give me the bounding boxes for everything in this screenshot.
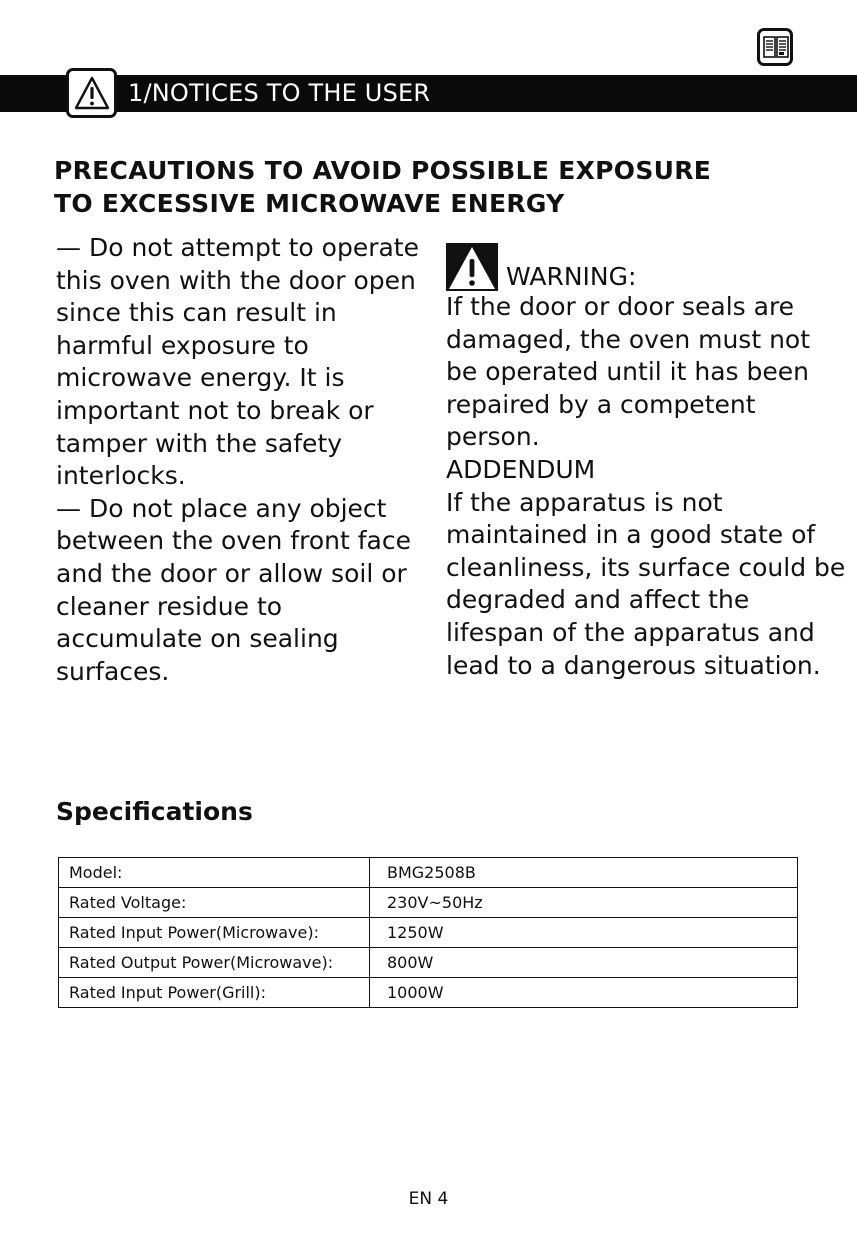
spec-label: Model: <box>59 858 370 888</box>
table-row <box>59 858 798 888</box>
spec-label: Rated Input Power(Grill): <box>59 978 370 1008</box>
table-row <box>59 948 798 978</box>
specifications-table <box>58 857 798 1008</box>
warning-header <box>446 236 846 291</box>
precaution-paragraph: — Do not place any object between the oven front face and the door or allow soil or cleaner residue to accumulate on sealing surfaces. <box>56 493 411 686</box>
warning-triangle-icon <box>66 68 117 118</box>
spec-label: Rated Input Power(Microwave): <box>59 918 370 948</box>
specifications-title: Specifications <box>56 797 253 826</box>
table-row <box>59 978 798 1008</box>
precautions-heading <box>54 154 754 220</box>
page-number: EN 4 <box>408 1189 449 1209</box>
precaution-paragraph: — Do not attempt to operate this oven with the door open since this can result in harmful exposure to microwave energy. It is important not to break or tamper with the safety interlocks. <box>56 233 419 491</box>
warning-triangle-icon <box>446 243 498 291</box>
spec-value: 230V~50Hz <box>370 888 798 918</box>
manual-book-icon <box>757 28 793 66</box>
spec-value: BMG2508B <box>370 858 798 888</box>
warning-column <box>446 236 846 682</box>
spec-label: Rated Voltage: <box>59 888 370 918</box>
warning-text: If the door or door seals are damaged, the oven must not be operated until it has been repaired by a competent person. <box>446 292 811 452</box>
spec-value: 1250W <box>370 918 798 948</box>
spec-value: 800W <box>370 948 798 978</box>
spec-label: Rated Output Power(Microwave): <box>59 948 370 978</box>
addendum-title: ADDENDUM <box>446 454 596 484</box>
addendum-text: If the apparatus is not maintained in a good state of cleanliness, its surface could be degraded and affect the lifespan of the apparatus and lead to a dangerous situation. <box>446 487 846 680</box>
table-row <box>59 888 798 918</box>
precautions-column <box>56 232 426 688</box>
precautions-heading-line1: PRECAUTIONS TO AVOID POSSIBLE EXPOSURE <box>54 156 712 185</box>
spec-value: 1000W <box>370 978 798 1008</box>
table-row <box>59 918 798 948</box>
precautions-heading-line2: TO EXCESSIVE MICROWAVE ENERGY <box>54 189 565 218</box>
section-title: 1/NOTICES TO THE USER <box>128 79 431 107</box>
warning-label: WARNING: <box>506 262 637 291</box>
